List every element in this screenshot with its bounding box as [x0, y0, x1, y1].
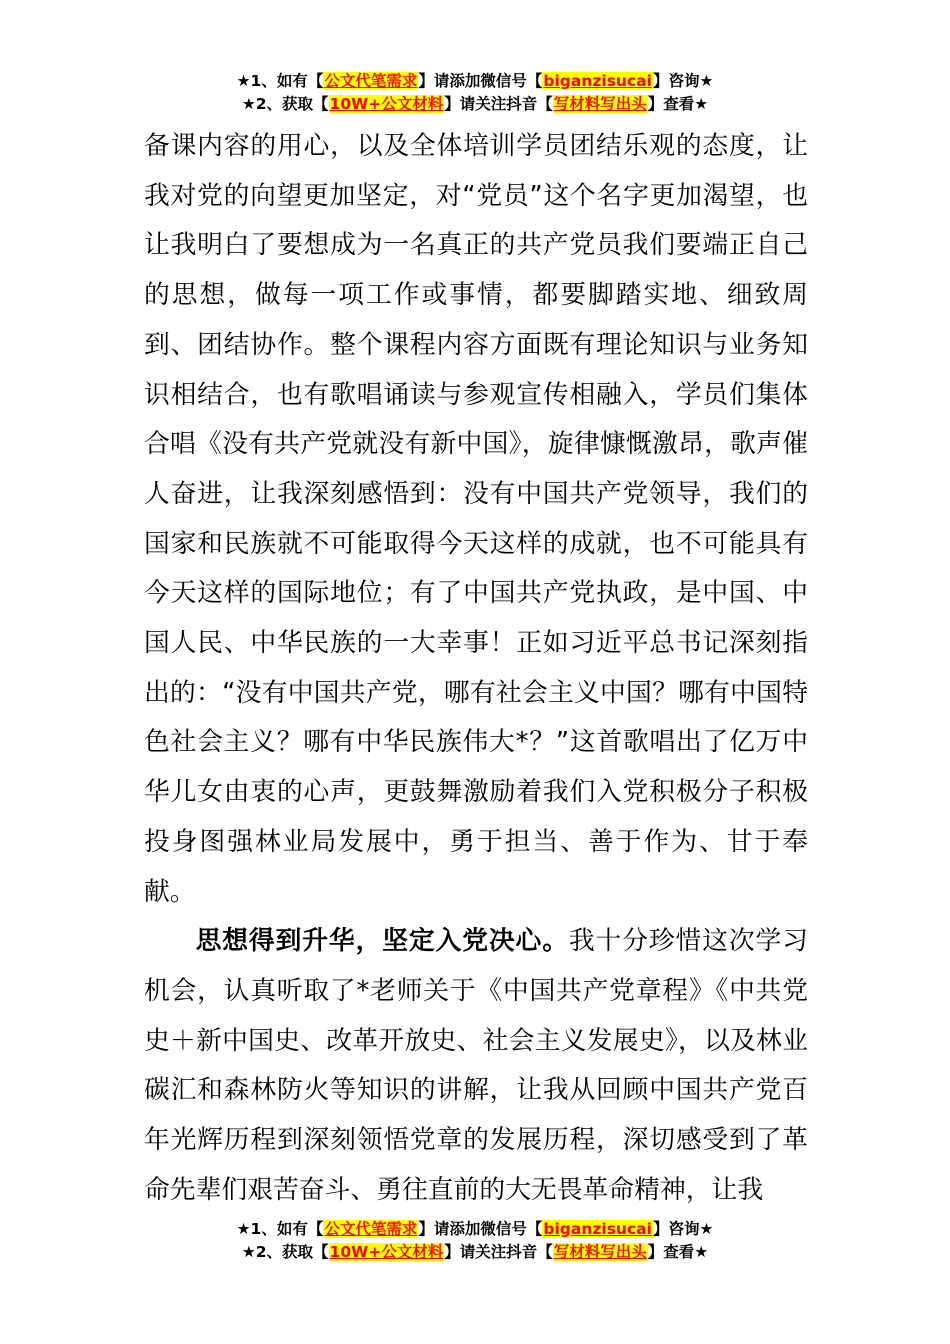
douyin-account: 写材料写出头: [553, 1243, 647, 1261]
wechat-id: biganzisucai: [543, 72, 652, 90]
header-banner: [0, 70, 950, 116]
wechat-id: biganzisucai: [543, 1220, 652, 1238]
banner-highlight: 公文代笔需求: [324, 72, 418, 90]
banner-highlight: 10W+公文材料: [329, 95, 444, 113]
document-body: [144, 122, 808, 1215]
paragraph-2: [144, 917, 808, 1215]
banner-line-1: ★1、如有【公文代笔需求】请添加微信号【biganzisucai】咨询★: [236, 1220, 714, 1238]
paragraph-heading: 思想得到升华，坚定入党决心。: [195, 926, 569, 957]
banner-line-1: ★1、如有【公文代笔需求】请添加微信号【biganzisucai】咨询★: [236, 72, 714, 90]
douyin-account: 写材料写出头: [553, 95, 647, 113]
banner-line-2: ★2、获取【10W+公文材料】请关注抖音【写材料写出头】查看★: [241, 1243, 709, 1261]
paragraph-1: 备课内容的用心，以及全体培训学员团结乐观的态度，让我对党的向望更加坚定，对“党员”这个名字更加渴望，也让我明白了要想成为一名真正的共产党员我们要端正自己的思想，做每一项工作或事情，都要脚踏实地、细致周到、团结协作。整个课程内容方面既有理论知识与业务知识相结合，也有歌唱诵读与参观宣传相融入，学员们集体合唱《没有共产党就没有新中国》，旋律慷慨激昂，歌声催人奋进，让我深刻感悟到：没有中国共产党领导，我们的国家和民族就不可能取得今天这样的成就，也不可能具有今天这样的国际地位；有了中国共产党执政，是中国、中国人民、中华民族的一大幸事！正如习近平总书记深刻指出的：“没有中国共产党，哪有社会主义中国？哪有中国特色社会主义？哪有中华民族伟大*？”这首歌唱出了亿万中华儿女由衷的心声，更鼓舞激励着我们入党积极分子积极投身图强林业局发展中，勇于担当、善于作为、甘于奉献。: [144, 131, 808, 907]
banner-highlight: 公文代笔需求: [324, 1220, 418, 1238]
footer-banner: [0, 1218, 950, 1264]
banner-line-2: ★2、获取【10W+公文材料】请关注抖音【写材料写出头】查看★: [241, 95, 709, 113]
paragraph-2-text: 我十分珍惜这次学习机会，认真听取了*老师关于《中国共产党章程》《中共党史＋新中国史、改革开放史、社会主义发展史》，以及林业碳汇和森林防火等知识的讲解，让我从回顾中国共产党百年光辉历程到深刻领悟党章的发展历程，深切感受到了革命先辈们艰苦奋斗、勇往直前的大无畏革命精神，让我: [144, 926, 808, 1205]
banner-highlight: 10W+公文材料: [329, 1243, 444, 1261]
